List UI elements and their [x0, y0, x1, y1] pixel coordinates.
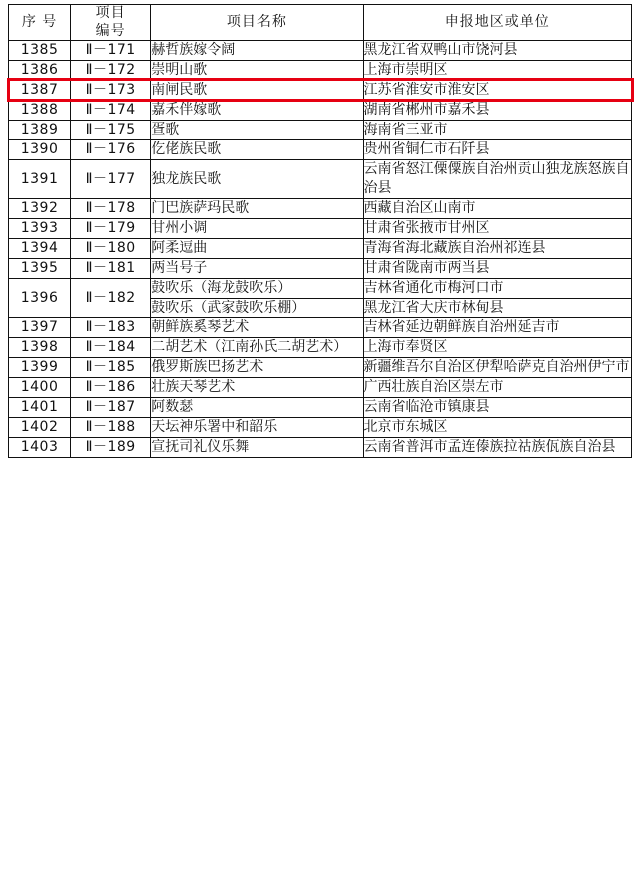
cell-code: Ⅱ－175: [71, 120, 151, 140]
cell-declaring-region: 贵州省铜仁市石阡县: [363, 140, 631, 160]
cell-project-name: 壮族天琴艺术: [151, 378, 363, 398]
cell-declaring-region: 黑龙江省大庆市林甸县: [363, 298, 631, 318]
cell-declaring-region: 上海市崇明区: [363, 60, 631, 80]
cell-code: Ⅱ－185: [71, 358, 151, 378]
cell-declaring-region: 黑龙江省双鸭山市饶河县: [363, 41, 631, 61]
cell-declaring-region: 上海市奉贤区: [363, 338, 631, 358]
table-row: [9, 417, 632, 437]
column-header-name: 项目名称: [151, 5, 363, 41]
table-row: [9, 318, 632, 338]
table-row: [9, 120, 632, 140]
cell-code: Ⅱ－184: [71, 338, 151, 358]
cell-project-name: 疍歌: [151, 120, 363, 140]
cell-sequence: 1396: [9, 278, 71, 318]
heritage-list-table: [8, 4, 632, 458]
table-row: [9, 358, 632, 378]
cell-sequence: 1391: [9, 160, 71, 199]
cell-code: Ⅱ－182: [71, 278, 151, 318]
table-row: [9, 199, 632, 219]
cell-project-name: 门巴族萨玛民歌: [151, 199, 363, 219]
cell-declaring-region: 吉林省延边朝鲜族自治州延吉市: [363, 318, 631, 338]
cell-sequence: 1389: [9, 120, 71, 140]
cell-declaring-region: 云南省怒江傈僳族自治州贡山独龙族怒族自治县: [363, 160, 631, 199]
cell-sequence: 1388: [9, 100, 71, 120]
cell-project-name: 朝鲜族奚琴艺术: [151, 318, 363, 338]
cell-sequence: 1395: [9, 258, 71, 278]
cell-declaring-region: 江苏省淮安市淮安区: [363, 80, 631, 100]
cell-code: Ⅱ－189: [71, 437, 151, 457]
cell-sequence: 1402: [9, 417, 71, 437]
cell-code: Ⅱ－178: [71, 199, 151, 219]
cell-sequence: 1387: [9, 80, 71, 100]
cell-declaring-region: 广西壮族自治区崇左市: [363, 378, 631, 398]
table-body: [9, 41, 632, 458]
table-row: [9, 437, 632, 457]
cell-code: Ⅱ－176: [71, 140, 151, 160]
cell-project-name: 俄罗斯族巴扬艺术: [151, 358, 363, 378]
cell-project-name: 阿数瑟: [151, 398, 363, 418]
cell-code: Ⅱ－180: [71, 238, 151, 258]
cell-code: Ⅱ－172: [71, 60, 151, 80]
cell-declaring-region: 甘肃省张掖市甘州区: [363, 219, 631, 239]
column-header-code-line2: 编号: [95, 22, 126, 39]
cell-project-name: 独龙族民歌: [151, 160, 363, 199]
cell-sequence: 1386: [9, 60, 71, 80]
table-row: [9, 80, 632, 100]
cell-code: Ⅱ－183: [71, 318, 151, 338]
cell-project-name: 南闸民歌: [151, 80, 363, 100]
column-header-seq: 序 号: [9, 5, 71, 41]
cell-sequence: 1398: [9, 338, 71, 358]
table-row: [9, 398, 632, 418]
table-header: [9, 5, 632, 41]
cell-code: Ⅱ－179: [71, 219, 151, 239]
cell-project-name: 二胡艺术（江南孙氏二胡艺术）: [151, 338, 363, 358]
cell-sequence: 1399: [9, 358, 71, 378]
table-header-row: [9, 5, 632, 41]
cell-code: Ⅱ－186: [71, 378, 151, 398]
cell-declaring-region: 云南省普洱市孟连傣族拉祜族佤族自治县: [363, 437, 631, 457]
cell-sequence: 1390: [9, 140, 71, 160]
table-row: [9, 238, 632, 258]
cell-declaring-region: 海南省三亚市: [363, 120, 631, 140]
cell-sequence: 1397: [9, 318, 71, 338]
cell-sequence: 1401: [9, 398, 71, 418]
cell-declaring-region: 北京市东城区: [363, 417, 631, 437]
table-row: [9, 338, 632, 358]
cell-code: Ⅱ－171: [71, 41, 151, 61]
cell-code: Ⅱ－174: [71, 100, 151, 120]
cell-code: Ⅱ－177: [71, 160, 151, 199]
column-header-code: [71, 5, 151, 41]
cell-sequence: 1392: [9, 199, 71, 219]
cell-code: Ⅱ－187: [71, 398, 151, 418]
table-row: [9, 140, 632, 160]
cell-declaring-region: 吉林省通化市梅河口市: [363, 278, 631, 298]
cell-declaring-region: 西藏自治区山南市: [363, 199, 631, 219]
cell-project-name: 赫哲族嫁令阔: [151, 41, 363, 61]
cell-declaring-region: 青海省海北藏族自治州祁连县: [363, 238, 631, 258]
cell-declaring-region: 新疆维吾尔自治区伊犁哈萨克自治州伊宁市: [363, 358, 631, 378]
cell-code: Ⅱ－181: [71, 258, 151, 278]
cell-project-name: 鼓吹乐（武家鼓吹乐棚）: [151, 298, 363, 318]
cell-declaring-region: 甘肃省陇南市两当县: [363, 258, 631, 278]
cell-project-name: 两当号子: [151, 258, 363, 278]
cell-declaring-region: 湖南省郴州市嘉禾县: [363, 100, 631, 120]
table-row: [9, 60, 632, 80]
table-row: [9, 41, 632, 61]
cell-sequence: 1394: [9, 238, 71, 258]
table-row: [9, 100, 632, 120]
cell-sequence: 1403: [9, 437, 71, 457]
table-row: [9, 278, 632, 298]
cell-sequence: 1400: [9, 378, 71, 398]
cell-project-name: 天坛神乐署中和韶乐: [151, 417, 363, 437]
cell-sequence: 1393: [9, 219, 71, 239]
table-row: [9, 219, 632, 239]
column-header-code-line1: 项目: [95, 5, 126, 21]
cell-project-name: 鼓吹乐（海龙鼓吹乐）: [151, 278, 363, 298]
cell-project-name: 甘州小调: [151, 219, 363, 239]
cell-project-name: 仡佬族民歌: [151, 140, 363, 160]
cell-project-name: 阿柔逗曲: [151, 238, 363, 258]
cell-declaring-region: 云南省临沧市镇康县: [363, 398, 631, 418]
cell-project-name: 嘉禾伴嫁歌: [151, 100, 363, 120]
cell-project-name: 宣抚司礼仪乐舞: [151, 437, 363, 457]
cell-code: Ⅱ－173: [71, 80, 151, 100]
table-row: [9, 378, 632, 398]
cell-code: Ⅱ－188: [71, 417, 151, 437]
column-header-org: 申报地区或单位: [363, 5, 631, 41]
table-row: [9, 258, 632, 278]
cell-project-name: 崇明山歌: [151, 60, 363, 80]
table-row: [9, 160, 632, 199]
cell-sequence: 1385: [9, 41, 71, 61]
